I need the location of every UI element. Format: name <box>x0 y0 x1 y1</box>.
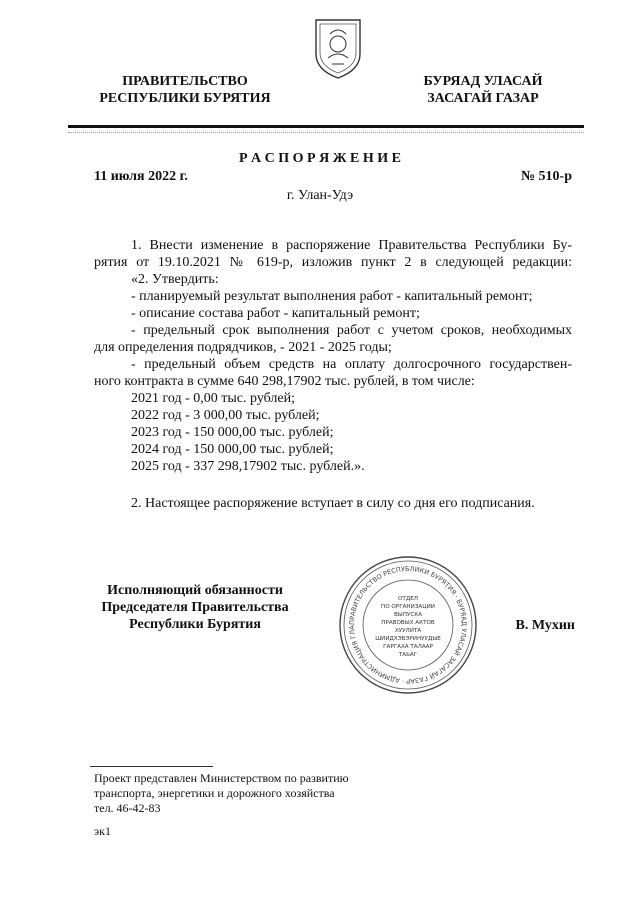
stamp-seal-icon <box>337 554 479 696</box>
emblem-icon <box>312 14 364 80</box>
stamp-ring-text: ПРАВИТЕЛЬСТВО РЕСПУБЛИКИ БУРЯТИЯ · БУРЯАД УЛАСАЙ ЗАСАГАЙ ГАЗАР · АДМИНИСТРАЦИЯ ГЛА <box>347 564 469 686</box>
body-line: 2023 год - 150 000,00 тыс. рублей; <box>131 425 334 440</box>
org-name-russian <box>80 73 290 107</box>
body-line: - описание состава работ - капитальный ремонт; <box>131 306 420 321</box>
body-line: 2021 год - 0,00 тыс. рублей; <box>131 391 296 406</box>
org-name-russian-line2: РЕСПУБЛИКИ БУРЯТИЯ <box>99 91 271 106</box>
footer-code: эк1 <box>94 824 111 838</box>
org-name-buryat-line2: ЗАСАГАЙ ГАЗАР <box>427 91 539 106</box>
body-line: - предельный срок выполнения работ с учетом сроков, необходимых <box>131 323 572 338</box>
stamp-center-text: ПО ОРГАНИЗАЦИИ <box>381 604 435 610</box>
org-name-buryat-line1: БУРЯАД УЛАСАЙ <box>423 74 543 89</box>
signatory-title <box>80 582 310 633</box>
signatory-name: В. Мухин <box>515 618 575 633</box>
body-line: 2025 год - 337 298,17902 тыс. рублей.». <box>131 459 365 474</box>
stamp-center-text: ОТДЕЛ <box>398 596 418 602</box>
body-line: рятия от 19.10.2021 № 619-р, изложив пункт 2 в следующей редакции: <box>94 255 572 270</box>
body-line: 2022 год - 3 000,00 тыс. рублей; <box>131 408 320 423</box>
org-name-russian-line1: ПРАВИТЕЛЬСТВО <box>122 74 248 89</box>
body-line: «2. Утвердить: <box>131 272 219 287</box>
footer-divider <box>90 766 213 767</box>
footer-note-line: Проект представлен Министерством по развитию <box>94 771 349 785</box>
signatory-title-line1: Исполняющий обязанности <box>107 583 283 598</box>
body-line: - планируемый результат выполнения работ - капитальный ремонт; <box>131 289 533 304</box>
body-line: для определения подрядчиков, - 2021 - 2025 годы; <box>94 340 392 355</box>
header-divider-dotted <box>68 132 584 133</box>
body-line: 2. Настоящее распоряжение вступает в силу со дня его подписания. <box>131 496 535 511</box>
body-line: - предельный объем средств на оплату долгосрочного государствен- <box>131 357 572 372</box>
stamp-center-text: ХУУЛИТА <box>394 628 422 634</box>
document-date: 11 июля 2022 г. <box>94 169 188 184</box>
stamp-center-text: ГАРГАХА ТАЛААР <box>383 644 433 650</box>
body-line: ного контракта в сумме 640 298,17902 тыс. рублей, в том числе: <box>94 374 475 389</box>
coat-of-arms-emblem <box>312 14 364 80</box>
document-number: № 510-р <box>520 169 572 184</box>
document-city: г. Улан-Удэ <box>286 188 354 203</box>
body-line: 1. Внести изменение в распоряжение Правительства Республики Бу- <box>131 238 572 253</box>
footer-note-line: тел. 46-42-83 <box>94 801 161 815</box>
signatory-title-line3: Республики Бурятия <box>129 617 261 632</box>
org-name-buryat <box>378 73 588 107</box>
stamp-center-text: ВЫПУСКА <box>393 612 423 618</box>
header-divider <box>68 125 584 128</box>
document-type-title: Р А С П О Р Я Ж Е Н И Е <box>238 151 401 166</box>
body-line: 2024 год - 150 000,00 тыс. рублей; <box>131 442 334 457</box>
stamp-center-text: ПРАВОВЫХ АКТОВ <box>381 620 435 626</box>
official-stamp <box>337 554 479 696</box>
stamp-center-text: ТАЬАГ <box>398 652 418 658</box>
signatory-title-line2: Председателя Правительства <box>101 600 289 615</box>
stamp-center-text: ШИИДХЭБЭРИНУУДЫЕ <box>375 636 441 642</box>
footer-note-line: транспорта, энергетики и дорожного хозяйства <box>94 786 335 800</box>
